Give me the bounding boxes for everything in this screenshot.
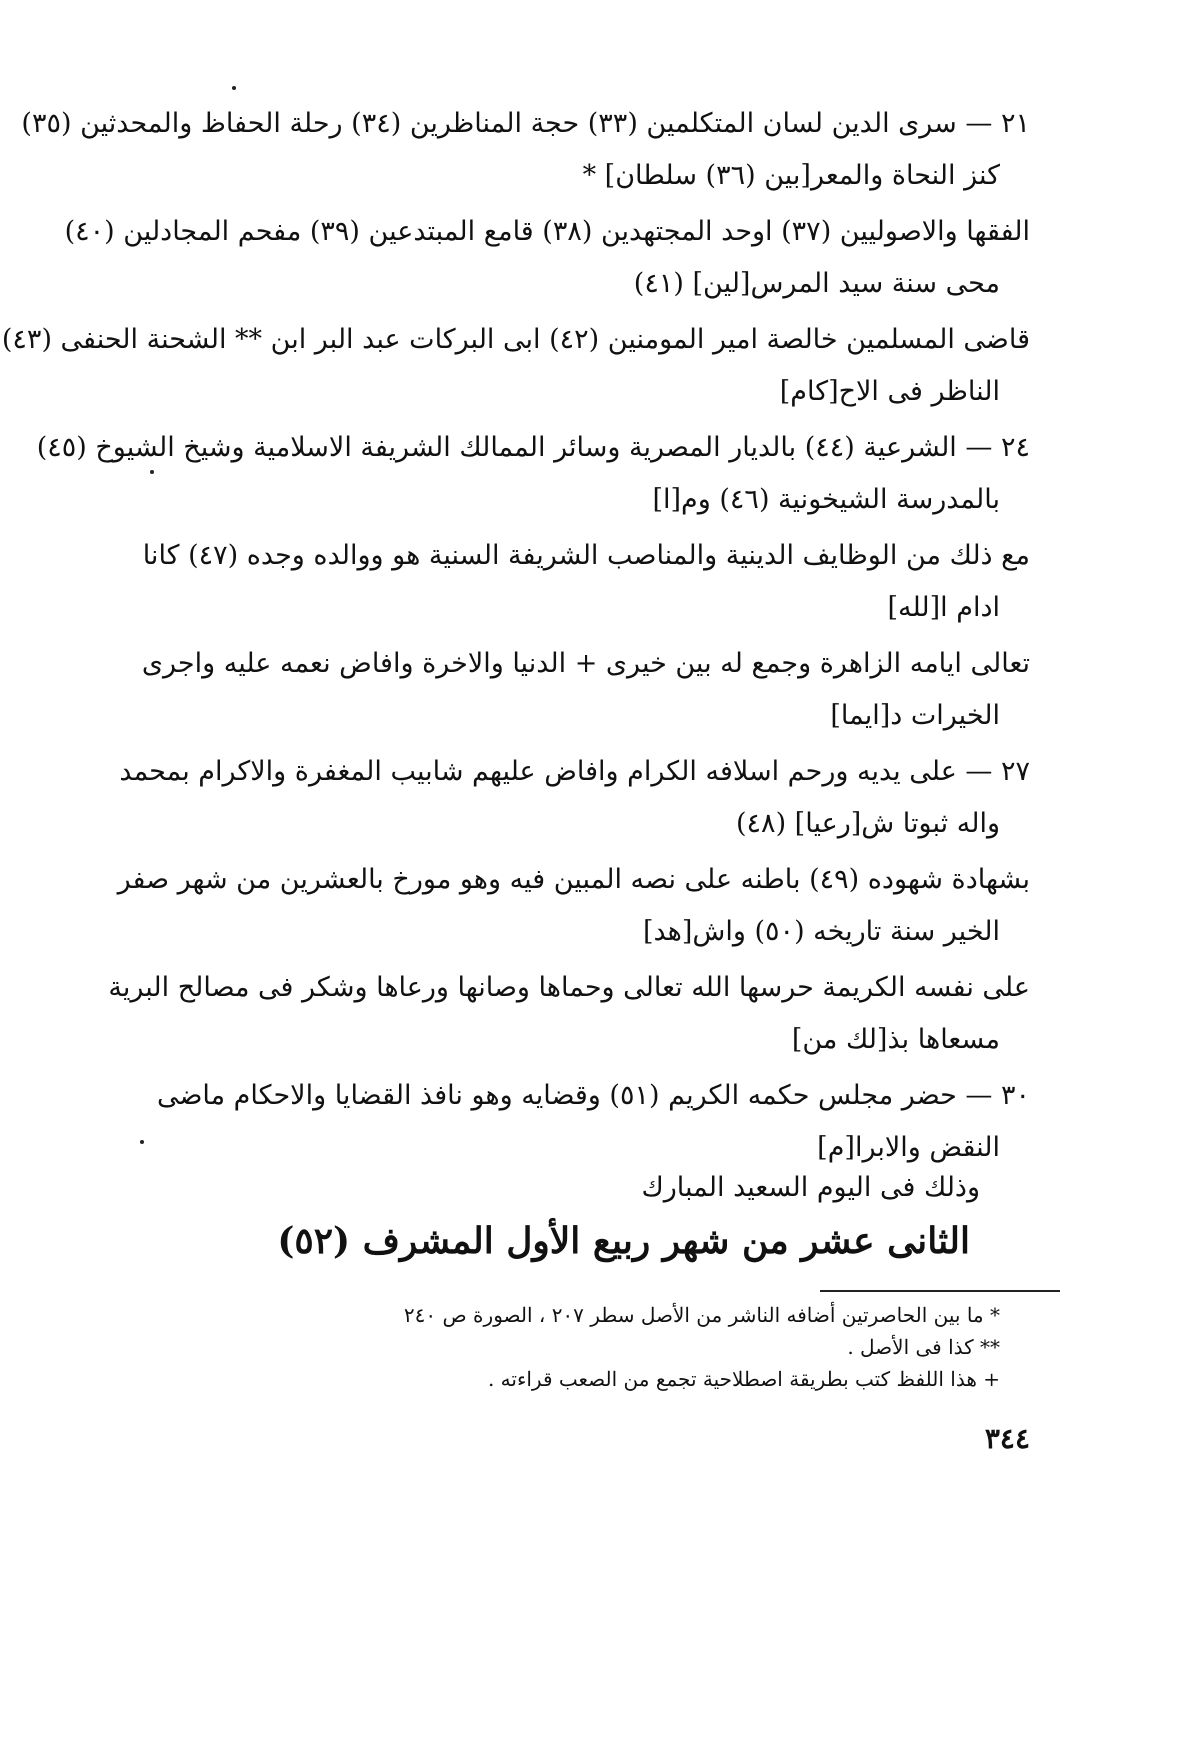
scan-speck [150,470,154,474]
text-line-5: قاضى المسلمين خالصة امير المومنين (٤٢) ابى البركات عبد البر ابن ** الشحنة الحنفى (٤٣) [1,324,1030,355]
text-line-8: بالمدرسة الشيخونية (٤٦) وم[ا] [652,484,1000,515]
text-line-14: واله ثبوتا ش[رعيا] (٤٨) [736,808,1000,839]
footnote-divider [820,1290,1060,1292]
text-line-17: على نفسه الكريمة حرسها الله تعالى وحماها وصانها ورعاها وشكر فى مصالح البرية [108,972,1030,1003]
footnote-1: * ما بين الحاصرتين أضافه الناشر من الأصل سطر ٢٠٧ ، الصورة ص ٢٤٠ [403,1303,1000,1327]
footnote-2: ** كذا فى الأصل . [847,1335,1000,1359]
text-line-7: ٢٤ — الشرعية (٤٤) بالديار المصرية وسائر الممالك الشريفة الاسلامية وشيخ الشيوخ (٤٥) [36,432,1030,463]
text-line-12: الخيرات د[ايما] [830,700,1000,731]
text-line-9: مع ذلك من الوظايف الدينية والمناصب الشريفة السنية هو ووالده وجده (٤٧) كانا [142,540,1030,571]
page-number: ٣٤٤ [984,1422,1030,1455]
footnote-3: + هذا اللفظ كتب بطريقة اصطلاحية تجمع من الصعب قراءته . [487,1367,1000,1391]
text-line-3: الفقها والاصوليين (٣٧) اوحد المجتهدين (٣٨) قامع المبتدعين (٣٩) مفحم المجادلين (٤٠) [64,216,1030,247]
text-line-16: الخير سنة تاريخه (٥٠) واش[هد] [642,916,1000,947]
text-line-13: ٢٧ — على يديه ورحم اسلافه الكرام وافاض عليهم شابيب المغفرة والاكرام بمحمد [119,756,1030,787]
scan-speck [232,86,236,90]
text-line-6: الناظر فى الاح[كام] [779,376,1000,407]
date-heading: الثانى عشر من شهر ربيع الأول المشرف (٥٢) [277,1220,970,1262]
text-line-21: وذلك فى اليوم السعيد المبارك [641,1172,980,1203]
text-line-11: تعالى ايامه الزاهرة وجمع له بين خيرى + الدنيا والاخرة وافاض نعمه عليه واجرى [141,648,1030,679]
text-line-4: محى سنة سيد المرس[لين] (٤١) [633,268,1000,299]
text-line-1: ٢١ — سرى الدين لسان المتكلمين (٣٣) حجة المناظرين (٣٤) رحلة الحفاظ والمحدثين (٣٥) [21,108,1030,139]
text-line-18: مسعاها بذ[لك من] [791,1024,1000,1055]
scan-speck [140,1140,144,1144]
text-line-2: كنز النحاة والمعر[بين (٣٦) سلطان] * [582,160,1000,191]
text-line-15: بشهادة شهوده (٤٩) باطنه على نصه المبين فيه وهو مورخ بالعشرين من شهر صفر [117,864,1030,895]
text-line-19: ٣٠ — حضر مجلس حكمه الكريم (٥١) وقضايه وهو نافذ القضايا والاحكام ماضى [156,1080,1030,1111]
text-line-10: ادام ا[لله] [887,592,1000,623]
text-line-20: النقض والابرا[م] [817,1132,1000,1163]
